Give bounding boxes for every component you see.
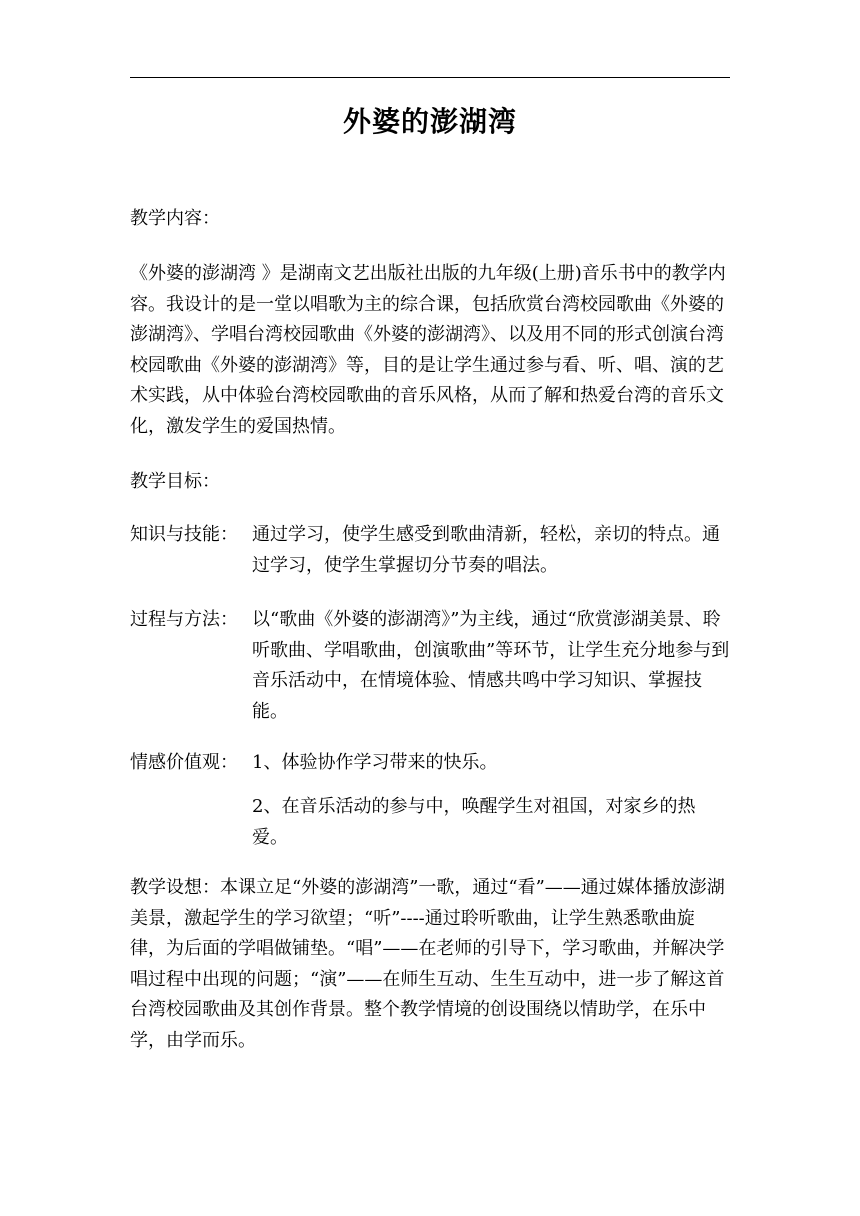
knowledge-label: 知识与技能： — [130, 524, 238, 545]
process-label: 过程与方法： — [130, 609, 238, 630]
design-paragraph: 教学设想：本课立足“外婆的澎湖湾”一歌，通过“看”——通过媒体播放澎湖美景，激起学生的学习欲望；“听”----通过聆听歌曲，让学生熟悉歌曲旋律，为后面的学唱做铺垫。“唱”——在老师的引导下，学习歌曲，并解决学唱过程中出现的问题；“演”——在师生互动、生生互动中，进一步了解这首台湾校园歌曲及其创作背景。整个教学情境的创设围绕以情助学，在乐中学，由学而乐。 — [130, 877, 725, 1051]
process-row — [130, 605, 730, 727]
emotion-item-1: 1、体验协作学习带来的快乐。 — [252, 752, 498, 773]
content-heading: 教学内容： — [130, 208, 220, 229]
emotion-item-2: 2、在音乐活动的参与中，唤醒学生对祖国，对家乡的热爱。 — [252, 796, 696, 848]
content-paragraph: 《外婆的澎湖湾 》是湖南文艺出版社出版的九年级(上册)音乐书中的教学内容。我设计的是一堂以唱歌为主的综合课，包括欣赏台湾校园歌曲《外婆的澎湖湾》、学唱台湾校园歌曲《外婆的澎湖湾》、以及用不同的形式创演台湾校园歌曲《外婆的澎湖湾》等，目的是让学生通过参与看、听、唱、演的艺术实践，从中体验台湾校园歌曲的音乐风格，从而了解和热爱台湾的音乐文化，激发学生的爱国热情。 — [130, 263, 726, 437]
document-title: 外婆的澎湖湾 — [342, 105, 517, 138]
goals-heading: 教学目标： — [130, 471, 220, 492]
header-rule — [130, 77, 730, 78]
knowledge-text: 通过学习，使学生感受到歌曲清新，轻松，亲切的特点。通过学习，使学生掌握切分节奏的唱法。 — [252, 524, 720, 576]
emotion-label: 情感价值观： — [130, 752, 238, 773]
emotion-row-2 — [130, 792, 730, 853]
emotion-row — [130, 748, 730, 779]
knowledge-row — [130, 520, 730, 581]
process-text: 以“歌曲《外婆的澎湖湾》”为主线，通过“欣赏澎湖美景、聆听歌曲、学唱歌曲，创演歌曲”等环节，让学生充分地参与到音乐活动中，在情境体验、情感共鸣中学习知识、掌握技能。 — [252, 609, 730, 722]
